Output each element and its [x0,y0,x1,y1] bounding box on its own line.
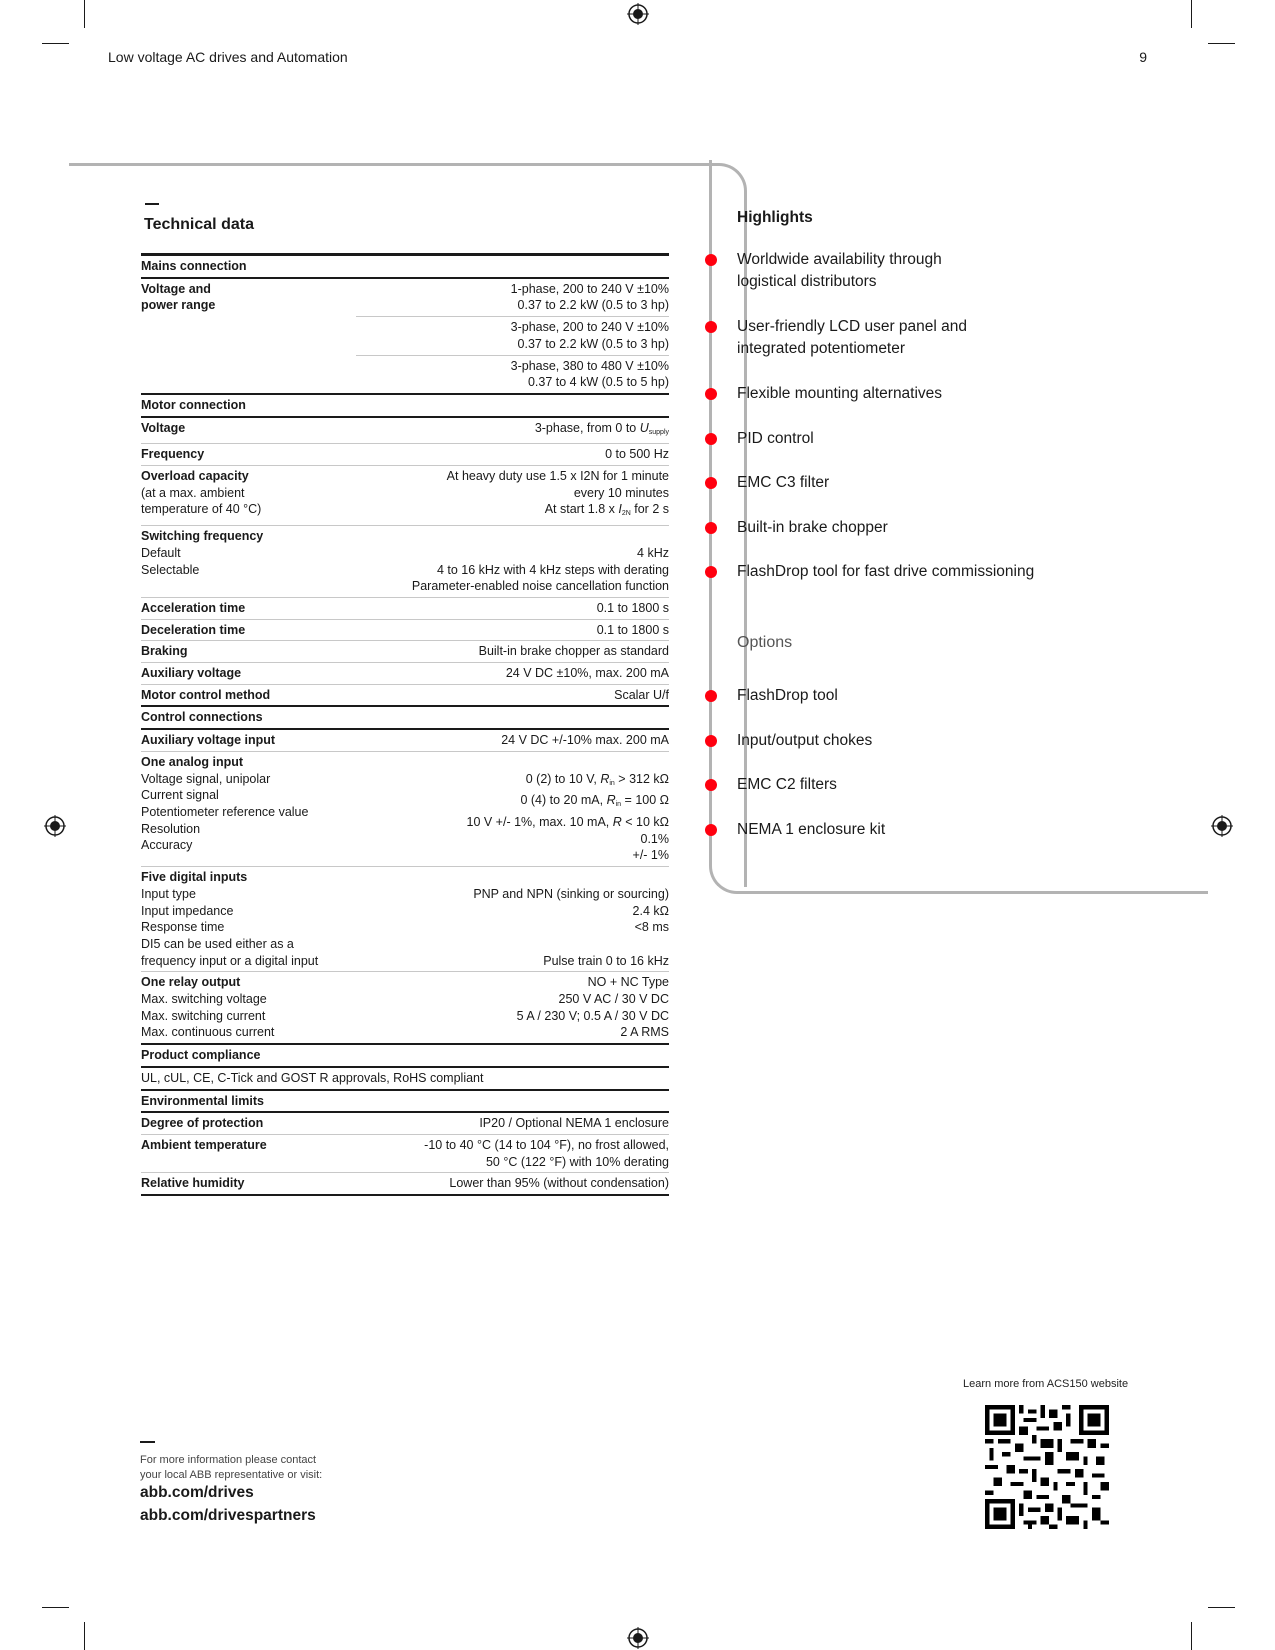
row-label [141,279,356,393]
registration-mark-icon [44,815,66,837]
footer-info [140,1453,400,1483]
row-value: 24 V DC ±10%, max. 200 mA [505,666,669,681]
table-row [141,526,669,598]
table-row [141,685,669,708]
row-label-line: Selectable [141,562,200,577]
footer-info-line: For more information please contact [140,1454,317,1466]
link-abb-drives[interactable]: abb.com/drives [140,1484,254,1501]
list-item-text: FlashDrop tool for fast drive commissioning [737,563,1035,580]
row-label-line: Response time [141,920,225,935]
row-value [356,1137,669,1170]
cell-line: 0.37 to 2.2 kW (0.5 to 3 hp) [517,298,669,313]
crop-mark [42,43,69,44]
table-row [141,707,669,730]
value-line: <8 ms [634,920,669,935]
value-subscript: 2N [621,510,631,518]
list-item-text: PID control [737,430,814,447]
row-label-line: DI5 can be used either as a [141,936,294,951]
list-item-text [737,316,1217,360]
table-row [141,752,669,867]
table-cell [356,317,669,355]
cell-line: 3-phase, 200 to 240 V ±10% [510,320,669,335]
row-value: UL, cUL, CE, C-Tick and GOST R approvals, RoHS compliant [141,1070,484,1085]
running-title: Low voltage AC drives and Automation [108,49,348,65]
value-line: 5 A / 230 V; 0.5 A / 30 V DC [516,1008,669,1023]
row-label [141,869,356,969]
row-label: Auxiliary voltage input [141,733,276,748]
value-text: for 2 s [630,502,669,517]
section-heading: Product compliance [141,1048,261,1063]
list-item-text: Flexible mounting alternatives [737,385,943,402]
value-line: +/- 1% [632,848,669,863]
crop-mark [1191,0,1192,28]
value-line: 50 °C (122 °F) with 10% derating [485,1154,669,1169]
table-row [141,1068,669,1091]
value-line: NO + NC Type [587,975,669,990]
row-label-line: Resolution [141,821,201,836]
table-row [141,598,669,620]
row-value: Built-in brake chopper as standard [478,644,669,659]
highlights-title: Highlights [737,209,813,226]
row-label-line: Accuracy [141,838,193,853]
table-row [141,395,669,418]
table-row [141,253,669,279]
list-item-text: NEMA 1 enclosure kit [737,821,886,838]
value-line: 4 kHz [637,545,669,560]
row-label-line: Max. continuous current [141,1025,275,1040]
cell-line: 1-phase, 200 to 240 V ±10% [510,281,669,296]
bullet-dot-icon [705,690,717,702]
bullet-dot-icon [705,433,717,445]
list-item-line: logistical distributors [737,273,877,290]
row-label-line: Overload capacity [141,469,249,484]
value-subscript: in [615,801,622,809]
row-value: IP20 / Optional NEMA 1 enclosure [479,1116,669,1131]
table-row [141,1173,669,1196]
bullet-dot-icon [705,779,717,791]
table-row [141,444,669,466]
value-line: At heavy duty use 1.5 x I2N for 1 minute [446,469,669,484]
row-value [356,420,669,442]
qr-caption: Learn more from ACS150 website [963,1378,1129,1390]
section-heading: Motor connection [141,397,246,412]
row-value [356,974,669,1041]
row-label [141,468,356,523]
cell-line: 3-phase, 380 to 480 V ±10% [510,358,669,373]
row-label-line: One analog input [141,754,244,769]
registration-mark-icon [627,1627,649,1649]
row-value [356,468,669,523]
row-value [356,528,669,595]
bullet-dot-icon [705,477,717,489]
value-line: every 10 minutes [573,485,669,500]
page-number: 9 [1139,49,1147,65]
value-line: 4 to 16 kHz with 4 kHz steps with derating [436,562,669,577]
crop-mark [1191,1622,1192,1650]
section-heading: Control connections [141,710,263,725]
value-line: 250 V AC / 30 V DC [558,992,669,1007]
row-label: Braking [141,644,188,659]
value-line: 0.1% [640,831,669,846]
value-symbol: R [606,793,616,808]
bullet-dot-icon [705,566,717,578]
row-label-line: One relay output [141,975,241,990]
crop-mark [84,0,85,28]
table-cell [356,279,669,317]
section-dash [145,203,159,205]
list-item-line: integrated potentiometer [737,340,906,357]
value-line: Parameter-enabled noise cancellation function [411,579,669,594]
value-text: 3-phase, from 0 to [534,420,640,435]
row-label-line: power range [141,298,216,313]
value-text: 10 V +/- 1%, max. 10 mA, [466,814,613,829]
table-cell [356,356,669,393]
row-label-line: Five digital inputs [141,870,248,885]
list-item-line: User-friendly LCD user panel and [737,318,968,335]
row-value [356,754,669,864]
list-item-text: Input/output chokes [737,732,873,749]
row-label-line: Max. switching current [141,1008,266,1023]
value-line: PNP and NPN (sinking or sourcing) [473,886,669,901]
table-row [141,620,669,642]
table-row [141,641,669,663]
table-row [141,730,669,752]
row-label-line: Switching frequency [141,529,264,544]
bullet-dot-icon [705,388,717,400]
table-row [141,466,669,526]
row-label [141,974,356,1041]
row-label: Voltage [141,420,186,435]
row-label: Frequency [141,447,205,462]
list-item-text: EMC C2 filters [737,776,837,793]
row-label-line: Potentiometer reference value [141,804,309,819]
row-label-line: Current signal [141,788,219,803]
value-subscript: supply [648,428,669,436]
row-value: Lower than 95% (without condensation) [449,1176,669,1191]
link-abb-drivespartners[interactable]: abb.com/drivespartners [140,1507,316,1524]
row-label: Motor control method [141,687,271,702]
value-text: < 10 kΩ [621,814,669,829]
value-symbol: R [612,814,622,829]
crop-mark [42,1607,69,1608]
list-item-text: EMC C3 filter [737,474,830,491]
table-row [141,972,669,1045]
section-heading: Mains connection [141,259,247,273]
row-label-line: Voltage signal, unipolar [141,771,271,786]
row-label: Deceleration time [141,622,246,637]
row-value [356,869,669,969]
row-label [141,528,356,595]
row-label [141,754,356,864]
value-text: 0 (4) to 20 mA, [520,793,607,808]
value-line: 2.4 kΩ [632,903,669,918]
list-item-text: Built-in brake chopper [737,519,888,536]
row-value: Scalar U/f [614,687,669,702]
row-label-line: frequency input or a digital input [141,953,319,968]
crop-mark [1208,1607,1235,1608]
row-label-line: Input type [141,886,196,901]
table-row [141,663,669,685]
row-label: Relative humidity [141,1176,245,1191]
list-item-text: FlashDrop tool [737,687,838,704]
value-text: > 312 kΩ [614,771,669,786]
bullet-dot-icon [705,321,717,333]
value-symbol: I [618,502,622,517]
value-text: At start 1.8 x [544,502,619,517]
table-row [141,418,669,445]
section-heading: Environmental limits [141,1093,264,1108]
row-label: Degree of protection [141,1116,264,1131]
bullet-dot-icon [705,735,717,747]
row-label: Ambient temperature [141,1137,267,1152]
row-label-line: temperature of 40 °C) [141,502,262,517]
table-row [141,1045,669,1068]
row-label: Acceleration time [141,600,246,615]
options-title: Options [737,634,793,651]
value-line: Pulse train 0 to 16 kHz [543,953,669,968]
list-item-line: Worldwide availability through [737,251,942,268]
row-value: 0 to 500 Hz [605,447,669,462]
value-line: 2 A RMS [620,1025,669,1040]
row-label-line: Default [141,545,181,560]
row-label-line: (at a max. ambient [141,485,245,500]
bullet-dot-icon [705,254,717,266]
crop-mark [84,1622,85,1650]
row-label-line: Max. switching voltage [141,992,267,1007]
value-subscript: in [609,779,615,787]
crop-mark [1208,43,1235,44]
table-row [141,1091,669,1114]
value-symbol: U [639,420,649,435]
table-row [141,1135,669,1173]
table-row [141,1113,669,1135]
technical-data-title: Technical data [144,216,254,233]
bullet-dot-icon [705,522,717,534]
footer-dash [140,1441,155,1443]
row-value: 24 V DC +/-10% max. 200 mA [501,733,669,748]
cell-line: 0.37 to 2.2 kW (0.5 to 3 hp) [517,336,669,351]
value-line: -10 to 40 °C (14 to 104 °F), no frost allowed, [424,1137,669,1152]
table-row [141,867,669,972]
row-label: Auxiliary voltage [141,666,242,681]
row-value: 0.1 to 1800 s [596,622,669,637]
value-text: 0 (2) to 10 V, [525,771,601,786]
registration-mark-icon [627,3,649,25]
value-symbol: R [600,771,610,786]
technical-data-table [141,253,669,1196]
voltage-power-values [356,279,669,393]
list-item-text [737,249,1217,293]
cell-line: 0.37 to 4 kW (0.5 to 5 hp) [527,375,669,390]
table-row [141,279,669,395]
bullet-dot-icon [705,824,717,836]
row-value: 0.1 to 1800 s [596,600,669,615]
row-label-line: Voltage and [141,281,211,296]
footer-info-line: your local ABB representative or visit: [140,1469,323,1481]
row-label-line: Input impedance [141,903,234,918]
qr-code-icon[interactable] [985,1405,1109,1529]
value-text: = 100 Ω [621,793,669,808]
